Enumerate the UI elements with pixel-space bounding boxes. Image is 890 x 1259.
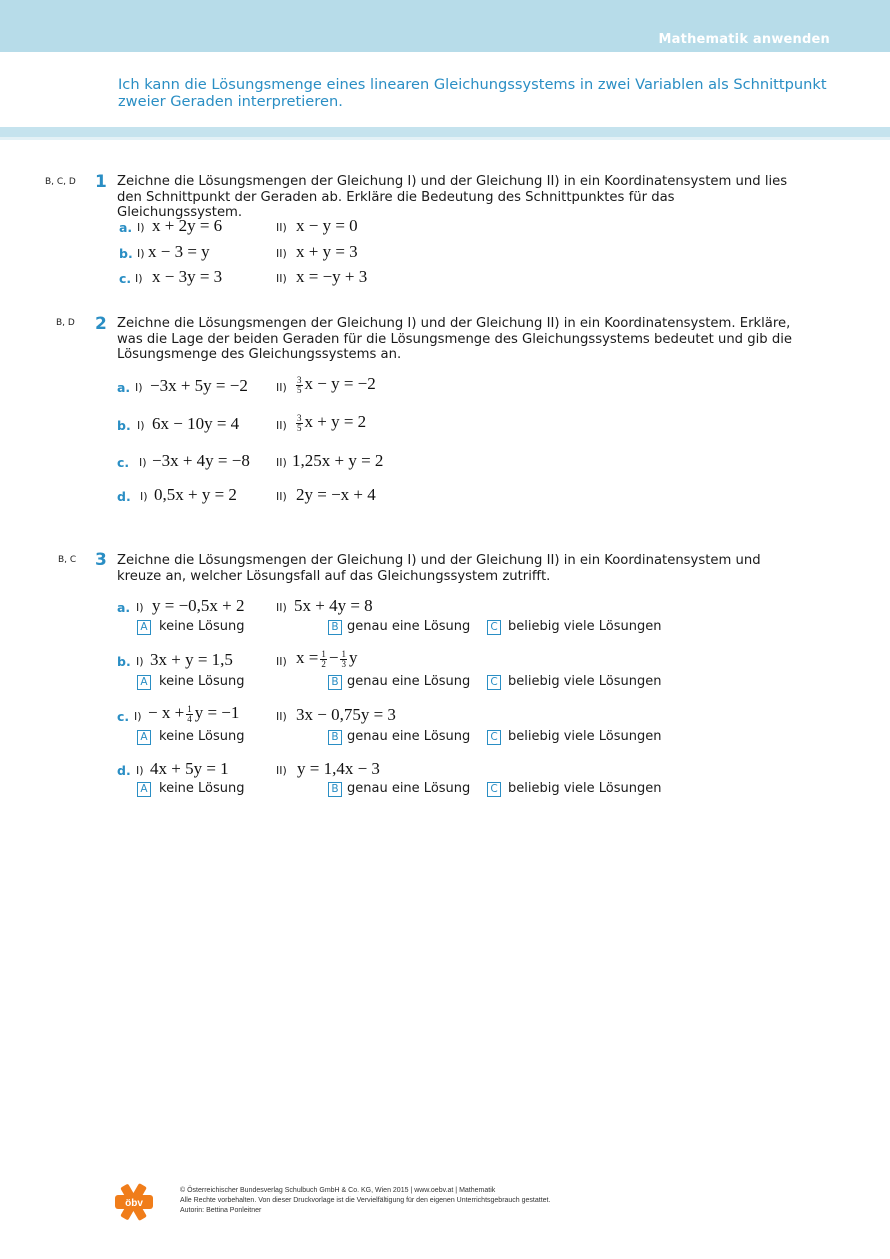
- equation-row: [0, 412, 890, 438]
- tag-two: II): [276, 601, 287, 614]
- equation-one: x − 3y = 3: [152, 267, 223, 286]
- item-label: a.: [117, 600, 131, 615]
- option-label-many: beliebig viele Lösungen: [508, 729, 662, 744]
- equation-row: [0, 240, 890, 266]
- option-label-none: keine Lösung: [159, 781, 245, 796]
- task-number: 3: [95, 550, 107, 570]
- item-label: c.: [119, 271, 132, 286]
- answer-options: [0, 674, 890, 692]
- equation-two: x − y = 0: [296, 216, 358, 235]
- option-label-many: beliebig viele Lösungen: [508, 674, 662, 689]
- tag-two: II): [276, 456, 287, 469]
- task-levels: B, C, D: [45, 177, 76, 187]
- option-box-b[interactable]: B: [328, 782, 342, 797]
- option-label-one: genau eine Lösung: [347, 729, 471, 744]
- equation-two: $\frac{3}{5}$ x + y = 2: [297, 412, 367, 433]
- option-label-many: beliebig viele Lösungen: [508, 781, 662, 796]
- fraction: $\frac{1}{2}$: [321, 648, 326, 669]
- tag-two: II): [276, 655, 287, 668]
- equation-row: [0, 594, 890, 620]
- equation-row: [0, 374, 890, 400]
- tag-one: I): [137, 419, 145, 432]
- goal-band-light: [0, 137, 890, 140]
- tag-two: II): [276, 221, 287, 234]
- tag-one: I): [139, 456, 147, 469]
- equation-two: $\frac{3}{5}$ x − y = −2: [297, 374, 376, 395]
- tag-one: I): [135, 272, 143, 285]
- task-levels: B, D: [56, 318, 75, 328]
- equation-one: 0,5x + y = 2: [154, 485, 237, 504]
- publisher-logo: [115, 1183, 153, 1221]
- option-label-none: keine Lösung: [159, 619, 245, 634]
- option-label-none: keine Lösung: [159, 674, 245, 689]
- answer-options: [0, 729, 890, 747]
- option-box-a[interactable]: A: [137, 730, 151, 745]
- equation-row: [0, 648, 890, 674]
- equation-row: [0, 214, 890, 240]
- option-label-none: keine Lösung: [159, 729, 245, 744]
- equation-one: − x + $\frac{1}{4}$ y = −1: [148, 703, 240, 724]
- option-label-one: genau eine Lösung: [347, 781, 471, 796]
- item-label: d.: [117, 763, 131, 778]
- option-box-c[interactable]: C: [487, 782, 501, 797]
- option-box-a[interactable]: A: [137, 620, 151, 635]
- option-box-b[interactable]: B: [328, 730, 342, 745]
- tag-one: I): [140, 490, 148, 503]
- tag-two: II): [276, 381, 287, 394]
- answer-options: [0, 619, 890, 637]
- logo-text: öbv: [125, 1198, 143, 1209]
- equation-two: 5x + 4y = 8: [294, 596, 373, 615]
- footer-copyright: [180, 1186, 550, 1216]
- learning-goal: Ich kann die Lösungsmenge eines linearen Gleichungssystems in zwei Variablen als Schnittpunkt zweier Geraden interpretieren.: [118, 76, 827, 110]
- task-instruction: Zeichne die Lösungsmengen der Gleichung I) und der Gleichung II) in ein Koordinatensystem und lies den Schnittpunkt der Geraden ab. Erkläre die Bedeutung des Schnittpunktes für das Gleichungssystem.: [117, 174, 788, 221]
- tag-one: I): [137, 247, 145, 260]
- tag-two: II): [276, 419, 287, 432]
- fraction: $\frac{1}{3}$: [341, 648, 346, 669]
- equation-two: x + y = 3: [296, 242, 358, 261]
- footer-line: Autorin: Bettina Ponleitner: [180, 1207, 262, 1214]
- equation-one: 6x − 10y = 4: [152, 414, 240, 433]
- tag-one: I): [137, 221, 145, 234]
- task-instruction: Zeichne die Lösungsmengen der Gleichung I) und der Gleichung II) in ein Koordinatensystem und kreuze an, welcher Lösungsfall auf das Gleichungssystem zutrifft.: [117, 553, 761, 584]
- item-label: c.: [117, 455, 130, 470]
- equation-row: [0, 703, 890, 729]
- option-label-one: genau eine Lösung: [347, 619, 471, 634]
- item-label: b.: [117, 418, 131, 433]
- equation-two: y = 1,4x − 3: [297, 759, 380, 778]
- tag-one: I): [136, 764, 144, 777]
- tag-two: II): [276, 764, 287, 777]
- equation-two: 1,25x + y = 2: [292, 451, 384, 470]
- task-instruction: Zeichne die Lösungsmengen der Gleichung I) und der Gleichung II) in ein Koordinatensystem. Erkläre, was die Lage der beiden Geraden für die Lösungsmenge des Gleichungssystems bedeutet und gib die Lösungsmenge des Gleichungssystems an.: [117, 316, 792, 363]
- tag-one: I): [135, 381, 143, 394]
- tag-two: II): [276, 272, 287, 285]
- equation-two: 2y = −x + 4: [296, 485, 376, 504]
- task-number: 1: [95, 172, 107, 192]
- goal-band: [0, 127, 890, 137]
- tag-two: II): [276, 710, 287, 723]
- item-label: c.: [117, 709, 130, 724]
- equation-two: 3x − 0,75y = 3: [296, 705, 396, 724]
- tag-one: I): [134, 710, 142, 723]
- footer-line: © Österreichischer Bundesverlag Schulbuch GmbH & Co. KG, Wien 2015 | www.oebv.at | Mathematik: [180, 1187, 496, 1194]
- task-levels: B, C: [58, 555, 77, 565]
- header-label: Mathematik anwenden: [658, 32, 830, 47]
- option-box-c[interactable]: C: [487, 730, 501, 745]
- option-box-a[interactable]: A: [137, 782, 151, 797]
- equation-one: −3x + 5y = −2: [150, 376, 248, 395]
- answer-options: [0, 781, 890, 799]
- option-box-b[interactable]: B: [328, 675, 342, 690]
- equation-row: [0, 483, 890, 509]
- tag-two: II): [276, 490, 287, 503]
- fraction: $\frac{3}{5}$: [297, 412, 302, 433]
- equation-one: −3x + 4y = −8: [152, 451, 250, 470]
- equation-one: 4x + 5y = 1: [150, 759, 229, 778]
- tag-two: II): [276, 247, 287, 260]
- fraction: $\frac{3}{5}$: [297, 374, 302, 395]
- equation-two: x = $\frac{1}{2}$ − $\frac{1}{3}$ y: [296, 648, 358, 669]
- tag-one: I): [136, 655, 144, 668]
- footer-line: Alle Rechte vorbehalten. Von dieser Druckvorlage ist die Vervielfältigung für den eigenen Unterrichtsgebrauch gestattet.: [180, 1197, 551, 1204]
- equation-one: 3x + y = 1,5: [150, 650, 233, 669]
- item-label: b.: [117, 654, 131, 669]
- equation-one: y = −0,5x + 2: [152, 596, 245, 615]
- equation-one: x + 2y = 6: [152, 216, 223, 235]
- equation-two: x = −y + 3: [296, 267, 368, 286]
- item-label: b.: [119, 246, 133, 261]
- equation-row: [0, 265, 890, 291]
- option-label-many: beliebig viele Lösungen: [508, 619, 662, 634]
- option-box-c[interactable]: C: [487, 620, 501, 635]
- option-box-b[interactable]: B: [328, 620, 342, 635]
- fraction: $\frac{1}{4}$: [187, 703, 192, 724]
- equation-row: [0, 449, 890, 475]
- item-label: a.: [119, 220, 133, 235]
- item-label: a.: [117, 380, 131, 395]
- option-box-a[interactable]: A: [137, 675, 151, 690]
- option-label-one: genau eine Lösung: [347, 674, 471, 689]
- equation-row: [0, 757, 890, 783]
- option-box-c[interactable]: C: [487, 675, 501, 690]
- task-number: 2: [95, 314, 107, 334]
- tag-one: I): [136, 601, 144, 614]
- item-label: d.: [117, 489, 131, 504]
- equation-one: x − 3 = y: [148, 242, 210, 261]
